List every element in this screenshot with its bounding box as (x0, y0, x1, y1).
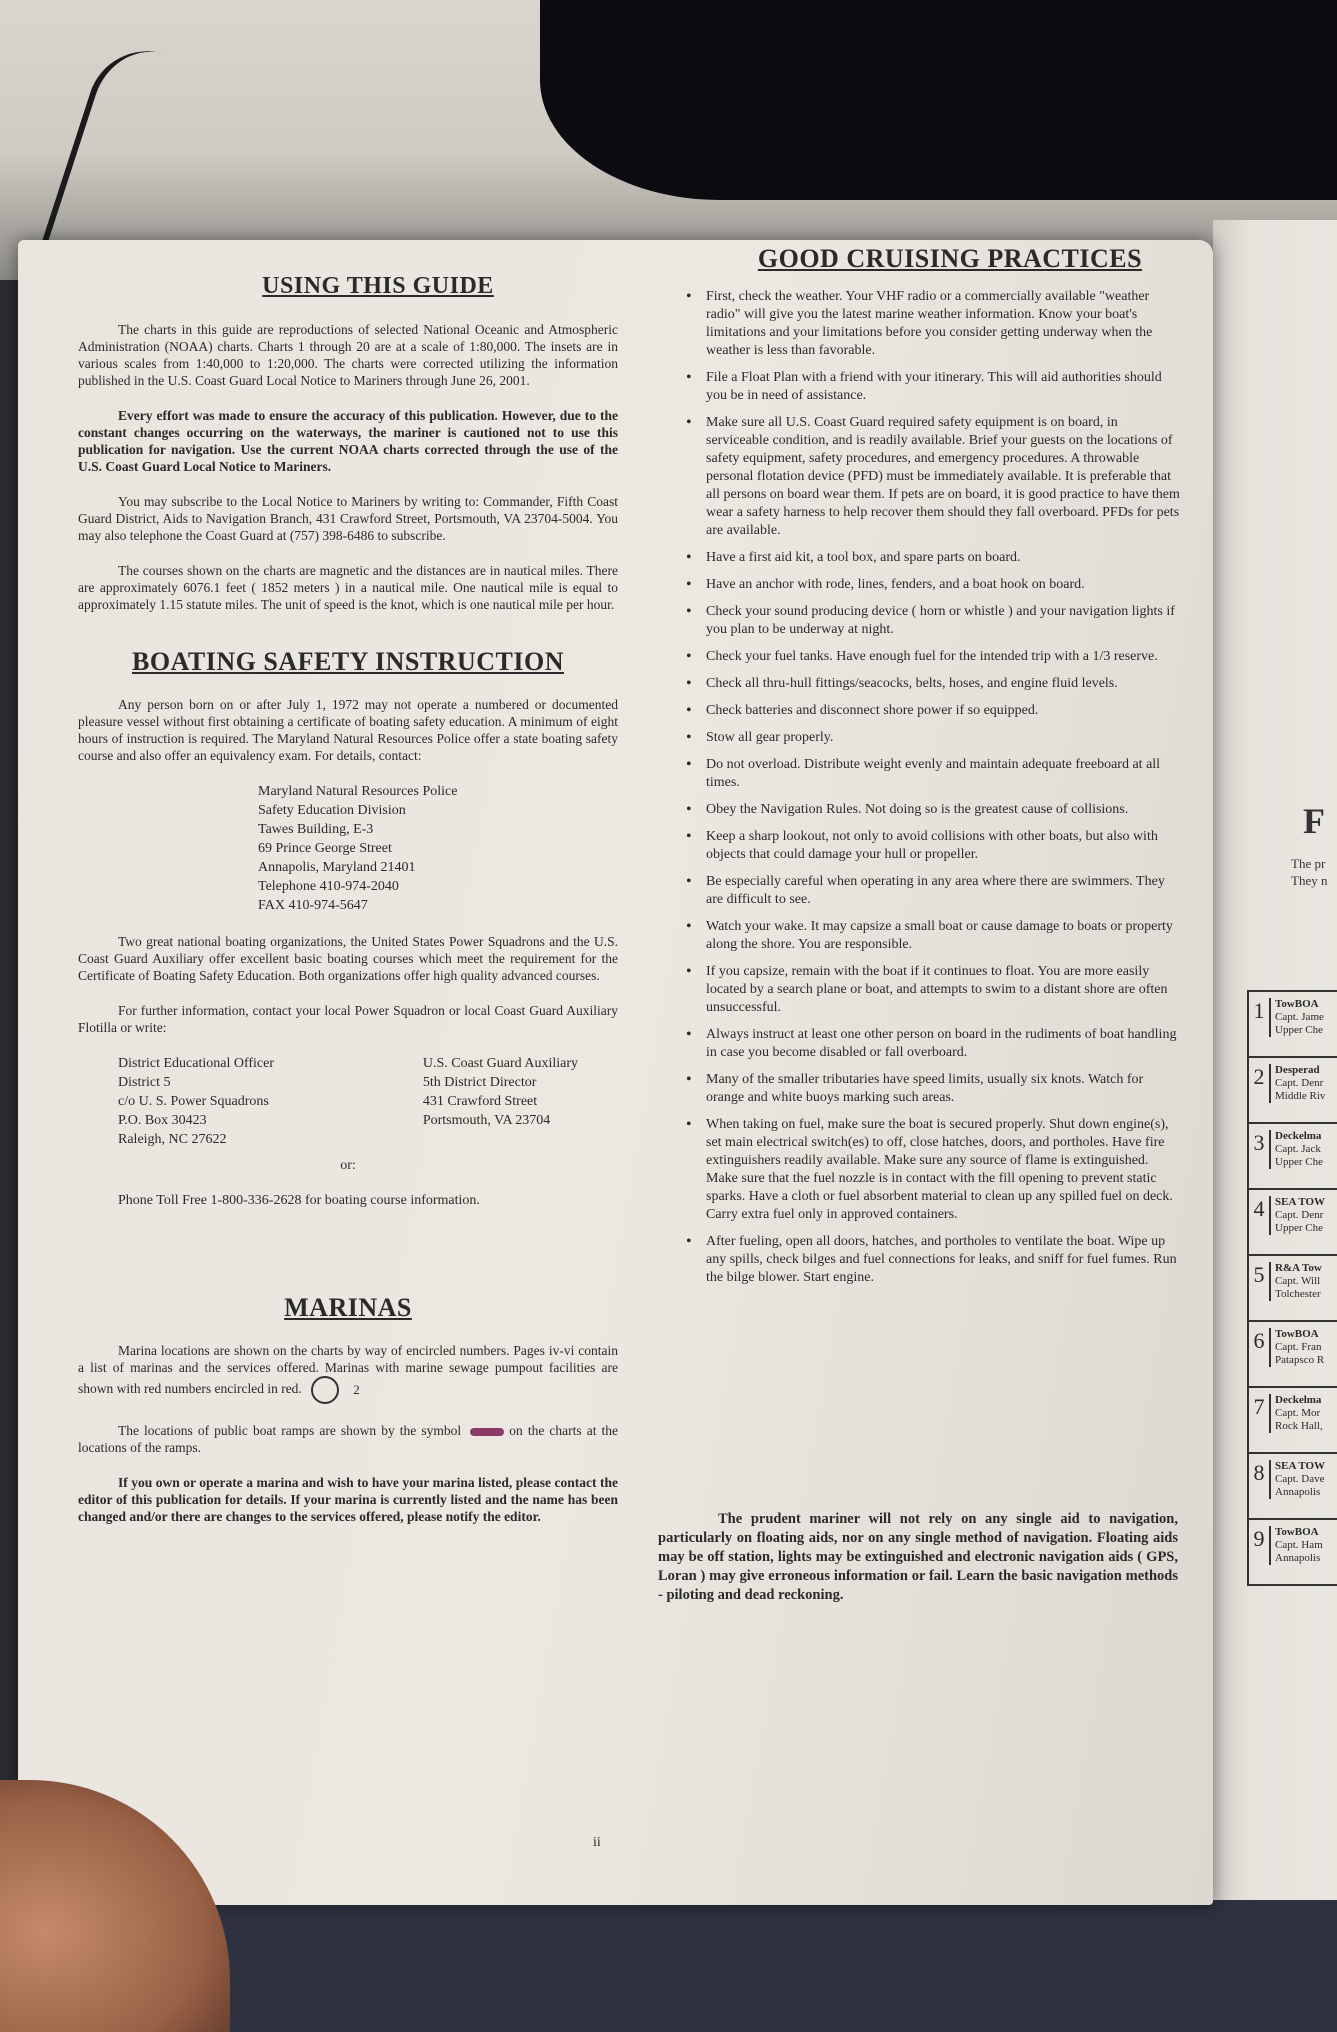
towing-row-l1: Capt. Jack (1275, 1143, 1321, 1155)
safety-paragraph: For further information, contact your local Power Squadron or local Coast Guard Auxiliary Flotilla or write: (78, 1003, 618, 1035)
towing-row-l2: Middle Riv (1275, 1090, 1326, 1102)
towing-row-text (1269, 1460, 1325, 1499)
towing-row-l1: Capt. Mor (1275, 1407, 1321, 1419)
towing-row-l2: Patapsco R (1275, 1354, 1325, 1366)
towing-row-text (1269, 1394, 1323, 1433)
towing-table-row (1249, 1454, 1337, 1520)
towing-table-row (1249, 1322, 1337, 1388)
cruising-practice-item: • Always instruct at least one other person on board in the rudiments of boat handling in case you become disabled or fall overboard. (680, 1026, 1180, 1062)
cruising-practice-item: • First, check the weather. Your VHF radio or a commercially available "weather radio" will give you the latest marine weather information. Know your boat's limitations and your limitations before you consider getting underway when the weather is less than favorable. (680, 288, 1180, 360)
towing-row-l1: Capt. Fran (1275, 1341, 1322, 1353)
left-column (78, 268, 618, 1543)
address-line: U.S. Coast Guard Auxiliary (422, 1056, 578, 1071)
marinas-text: on the charts at the locations of the ramps. (78, 1423, 619, 1455)
towing-table-row (1249, 1124, 1337, 1190)
towing-row-text (1269, 1262, 1322, 1301)
background-wall (0, 0, 1337, 280)
address-line: District Educational Officer (118, 1056, 275, 1071)
towing-row-number: 5 (1253, 1262, 1265, 1287)
towing-row-number: 6 (1253, 1328, 1265, 1353)
towing-row-text (1269, 1526, 1323, 1565)
address-line: P.O. Box 30423 (118, 1113, 207, 1128)
towing-row-name: TowBOA (1275, 1526, 1319, 1538)
towing-row-name: SEA TOW (1275, 1196, 1326, 1208)
cruising-practice-item: • Do not overload. Distribute weight evenly and maintain adequate freeboard at all times. (680, 756, 1180, 792)
address-line: c/o U. S. Power Squadrons (118, 1094, 269, 1109)
right-page-intro-line: The pr (1291, 856, 1326, 871)
cruising-practice-item: • When taking on fuel, make sure the boat is secured properly. Shut down engine(s), set main electrical switch(es) to off, close hatches, doors, and portholes. Have fire extinguishers readily available. Make sure any source of flame is extinguished. Make sure that the fuel nozzle is in contact with the fill opening to prevent static sparks. Have a cloth or fuel absorbent material to clean up any spilled fuel on deck. Carry extra fuel only in approved containers. (680, 1116, 1180, 1224)
cruising-practice-item: • Watch your wake. It may capsize a small boat or cause damage to boats or property along the shore. You are responsible. (680, 918, 1180, 954)
towing-row-name: Deckelma (1275, 1130, 1322, 1142)
address-line: Tawes Building, E-3 (258, 822, 374, 837)
marinas-paragraph: If you own or operate a marina and wish to have your marina listed, please contact the editor of this publication for details. If your marina is currently listed and the name has been changed and/or there are changes to the services offered, please notify the editor. (78, 1475, 618, 1524)
towing-row-l1: Capt. Ham (1275, 1539, 1323, 1551)
towing-row-l2: Upper Che (1275, 1024, 1323, 1036)
cruising-practice-item: • Keep a sharp lookout, not only to avoid collisions with other boats, but also with objects that could damage your hull or propeller. (680, 828, 1180, 864)
towing-row-name: Desperad (1275, 1064, 1320, 1076)
towing-row-text (1269, 1196, 1325, 1235)
cruising-practice-item: • Check all thru-hull fittings/seacocks, belts, hoses, and engine fluid levels. (680, 675, 1180, 693)
cruising-practice-item: • File a Float Plan with a friend with your itinerary. This will aid authorities should you be in need of assistance. (680, 369, 1180, 405)
using-guide-title: USING THIS GUIDE (262, 273, 494, 299)
cruising-practice-item: • Check batteries and disconnect shore power if so equipped. (680, 702, 1180, 720)
towing-row-l2: Rock Hall, (1275, 1420, 1323, 1432)
towing-row-l1: Capt. Denr (1275, 1209, 1324, 1221)
towing-row-number: 2 (1253, 1064, 1265, 1089)
towing-row-l1: Capt. Dave (1275, 1473, 1325, 1485)
towing-table (1247, 990, 1337, 1586)
towing-table-row (1249, 1520, 1337, 1586)
marinas-text: Marina locations are shown on the charts by way of encircled numbers. Pages iv-vi contain a list of marinas and the services offered. Marinas with marine sewage pumpout facilities are shown with red numbers encircled in red. (78, 1343, 618, 1397)
guide-paragraph: The charts in this guide are reproductions of selected National Oceanic and Atmospheric Administration (NOAA) charts. Charts 1 through 20 are at a scale of 1:80,000. The insets are in various scales from 1:40,000 to 1:20,000. The charts were corrected utilizing the information published in the U.S. Coast Guard Local Notice to Mariners through June 26, 2001. (78, 322, 618, 388)
power-squadron-address (118, 1054, 274, 1149)
prudent-mariner-note: The prudent mariner will not rely on any single aid to navigation, particularly on floating aids, nor on any single method of navigation. Floating aids may be off station, lights may be extinguished and electronic navigation aids ( GPS, Loran ) may give erroneous information or fail. Learn the basic navigation methods - piloting and dead reckoning. (658, 1511, 1178, 1603)
cruising-practice-item: • Have a first aid kit, a tool box, and spare parts on board. (680, 549, 1180, 567)
guide-page (18, 240, 1213, 1905)
towing-row-number: 8 (1253, 1460, 1265, 1485)
cruising-practice-item: • Have an anchor with rode, lines, fenders, and a boat hook on board. (680, 576, 1180, 594)
towing-row-number: 7 (1253, 1394, 1265, 1419)
address-line: Maryland Natural Resources Police (258, 784, 458, 799)
towing-row-l1: Capt. Will (1275, 1275, 1321, 1287)
towing-row-l2: Upper Che (1275, 1156, 1323, 1168)
marinas-text: The locations of public boat ramps are shown by the symbol (118, 1423, 462, 1438)
address-line: Telephone 410-974-2040 (258, 879, 399, 894)
towing-row-name: R&A Tow (1275, 1262, 1322, 1274)
boat-ramp-icon (470, 1428, 504, 1436)
coast-guard-auxiliary-address (423, 1054, 578, 1149)
address-line: Annapolis, Maryland 21401 (258, 860, 416, 875)
towing-table-row (1249, 1388, 1337, 1454)
encircled-number-icon: 2 (311, 1376, 339, 1404)
towing-row-l1: Capt. Denr (1275, 1077, 1324, 1089)
guide-warning-paragraph: Every effort was made to ensure the accuracy of this publication. However, due to the constant changes occurring on the waterways, the mariner is cautioned not to use this publication for navigation. Use the current NOAA charts corrected through the use of the U.S. Coast Guard Local Notice to Mariners. (78, 408, 618, 474)
towing-row-number: 9 (1253, 1526, 1265, 1551)
cruising-practice-item: • Check your sound producing device ( horn or whistle ) and your navigation lights if you plan to be underway at night. (680, 603, 1180, 639)
page-number: ii (593, 1835, 601, 1850)
address-line: District 5 (118, 1075, 171, 1090)
towing-row-text (1269, 998, 1324, 1037)
cruising-practices-list (680, 288, 1180, 1287)
marinas-paragraph (78, 1342, 618, 1404)
towing-table-row (1249, 1256, 1337, 1322)
address-line: 69 Prince George Street (258, 841, 392, 856)
towing-row-text (1269, 1064, 1325, 1103)
address-line: Raleigh, NC 27622 (118, 1132, 227, 1147)
towing-row-text (1269, 1130, 1323, 1169)
towing-table-row (1249, 992, 1337, 1058)
towing-row-name: TowBOA (1275, 998, 1319, 1010)
or-label: or: (340, 1158, 356, 1173)
right-page (1213, 220, 1337, 1900)
cruising-practice-item: • If you capsize, remain with the boat if it continues to float. You are more easily located by a search plane or boat, and attempts to swim to a distant shore are often unsuccessful. (680, 963, 1180, 1017)
towing-row-number: 4 (1253, 1196, 1265, 1221)
address-line: Portsmouth, VA 23704 (422, 1113, 551, 1128)
safety-paragraph: Any person born on or after July 1, 1972 may not operate a numbered or documented pleasure vessel without first obtaining a certificate of boating safety education. A minimum of eight hours of instruction is required. The Maryland Natural Resources Police offer a state boating safety course and also offer an equivalency exam. For details, contact: (78, 697, 618, 763)
towing-row-number: 1 (1253, 998, 1265, 1023)
towing-table-row (1249, 1058, 1337, 1124)
phone-line: Phone Toll Free 1-800-336-2628 for boating course information. (118, 1193, 480, 1208)
guide-paragraph: You may subscribe to the Local Notice to Mariners by writing to: Commander, Fifth Coast Guard District, Aids to Navigation Branch, 431 Crawford Street, Portsmouth, VA 23704-5004. You may also telephone the Coast Guard at (757) 398-6486 to subscribe. (78, 494, 618, 543)
right-page-heading-letter: F (1303, 801, 1325, 841)
marinas-title: MARINAS (284, 1293, 412, 1322)
towing-row-name: Deckelma (1275, 1394, 1322, 1406)
cruising-practice-item: • Stow all gear properly. (680, 729, 1180, 747)
address-line: 431 Crawford Street (422, 1094, 538, 1109)
cruising-practice-item: • Obey the Navigation Rules. Not doing so is the greatest cause of collisions. (680, 801, 1180, 819)
towing-row-name: SEA TOW (1275, 1460, 1326, 1472)
right-page-intro-line: They n (1291, 873, 1328, 888)
address-line: Safety Education Division (258, 803, 406, 818)
organization-addresses (118, 1054, 578, 1149)
towing-row-l1: Capt. Jame (1275, 1011, 1324, 1023)
cruising-practice-item: • Make sure all U.S. Coast Guard required safety equipment is on board, in serviceable condition, and is readily available. Brief your guests on the locations of safety equipment, safety procedures, and emergency procedures. A throwable personal flotation device (PFD) must be immediately available. It is preferable that all persons on board wear them. If pets are on board, it is good practice to have them wear a safety harness to help recover them should they fall overboard. PFDs for pets are available. (680, 414, 1180, 540)
towing-row-l2: Annapolis (1275, 1552, 1321, 1564)
right-page-intro (1291, 855, 1327, 889)
towing-row-l2: Tolchester (1275, 1288, 1321, 1300)
cruising-practice-item: • Be especially careful when operating in any area where there are swimmers. They are difficult to see. (680, 873, 1180, 909)
towing-table-row (1249, 1190, 1337, 1256)
cruising-practices-title: GOOD CRUISING PRACTICES (757, 244, 1143, 273)
guide-paragraph: The courses shown on the charts are magnetic and the distances are in nautical miles. There are approximately 6076.1 feet ( 1852 meters ) in a nautical mile. One nautical mile is equal to approximately 1.15 statute miles. The unit of speed is the knot, which is one nautical mile per hour. (78, 563, 618, 612)
towing-row-number: 3 (1253, 1130, 1265, 1155)
marinas-paragraph (78, 1422, 618, 1456)
address-line: 5th District Director (422, 1075, 537, 1090)
safety-paragraph: Two great national boating organizations, the United States Power Squadrons and the U.S. Coast Guard Auxiliary offer excellent basic boating courses which meet the requirement for the Certificate of Boating Safety Education. Both organizations offer high quality advanced courses. (78, 934, 618, 983)
nrp-address (258, 782, 618, 915)
boating-safety-title: BOATING SAFETY INSTRUCTION (132, 647, 564, 676)
towing-row-l2: Upper Che (1275, 1222, 1323, 1234)
cruising-practice-item: • Many of the smaller tributaries have speed limits, usually six knots. Watch for orange and white buoys marking such areas. (680, 1071, 1180, 1107)
address-line: FAX 410-974-5647 (258, 898, 368, 913)
towing-row-l2: Annapolis (1275, 1486, 1321, 1498)
cruising-practice-item: • Check your fuel tanks. Have enough fuel for the intended trip with a 1/3 reserve. (680, 648, 1180, 666)
right-column (680, 244, 1180, 1296)
cruising-practice-item: • After fueling, open all doors, hatches, and portholes to ventilate the boat. Wipe up any spills, check bilges and fuel connections for leaks, and sniff for fuel fumes. Run the bilge blower. Start engine. (680, 1233, 1180, 1287)
towing-row-text (1269, 1328, 1324, 1367)
towing-row-name: TowBOA (1275, 1328, 1319, 1340)
black-cloth (540, 0, 1337, 200)
